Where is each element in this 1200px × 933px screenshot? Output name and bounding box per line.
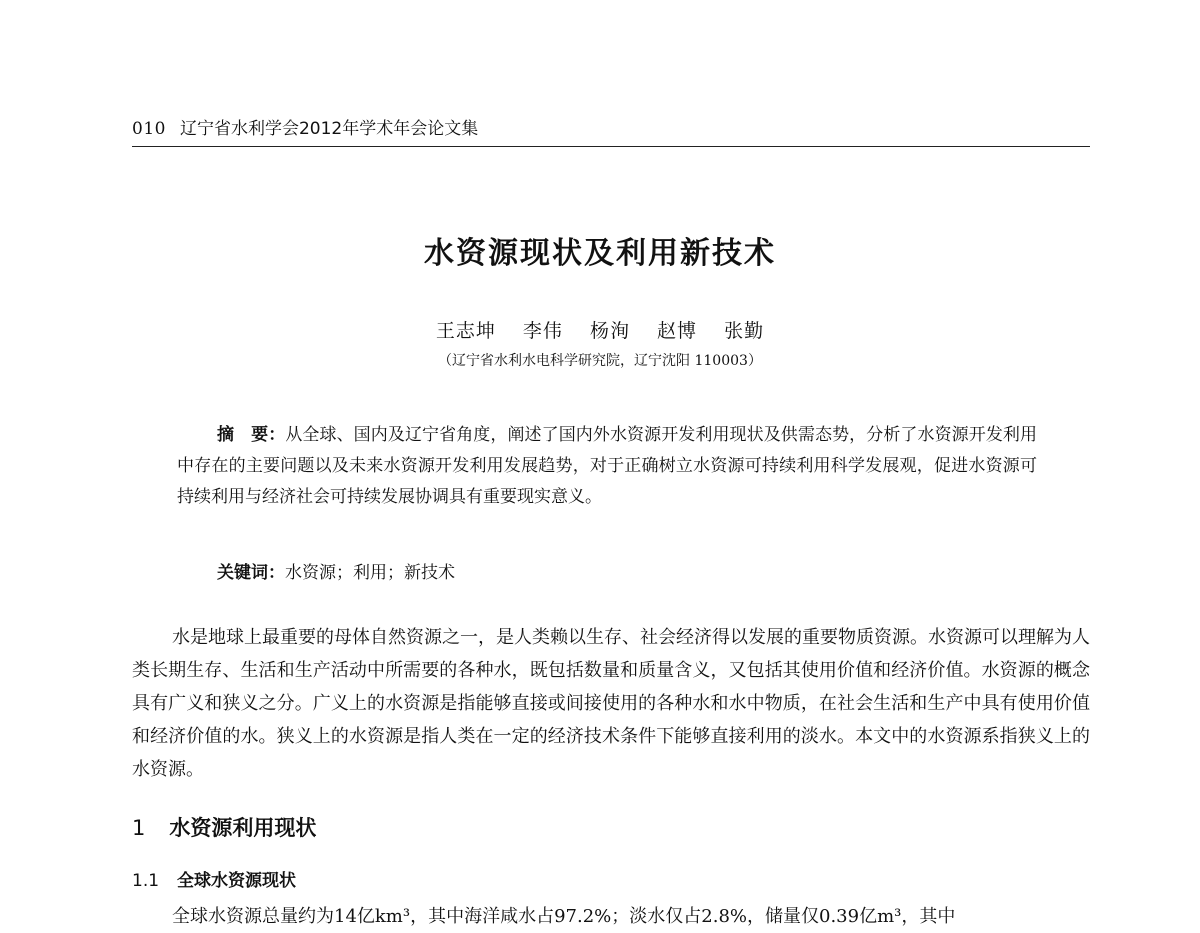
abstract-label: 摘 要： (217, 425, 286, 445)
author-name: 赵博 (657, 320, 698, 342)
affiliation: （辽宁省水利水电科学研究院，辽宁沈阳 110003） (438, 353, 762, 369)
keywords (217, 558, 1017, 589)
section-title: 水资源利用现状 (169, 816, 317, 840)
collection-title: 辽宁省水利学会2012年学术年会论文集 (179, 119, 479, 139)
running-header (132, 112, 1090, 147)
intro-paragraph: 水是地球上最重要的母体自然资源之一，是人类赖以生存、社会经济得以发展的重要物质资源。水资源可以理解为人类长期生存、生活和生产活动中所需要的各种水，既包括数量和质量含义，又包括其使用价值和经济价值。水资源的概念具有广义和狭义之分。广义上的水资源是指能够直接或间接使用的各种水和水中物质，在社会生活和生产中具有使用价值和经济价值的水。狭义上的水资源是指人类在一定的经济技术条件下能够直接利用的淡水。本文中的水资源系指狭义上的水资源。 (132, 627, 1090, 780)
subsection-number: 1.1 (132, 871, 160, 891)
author-name: 张勤 (724, 320, 765, 342)
abstract (177, 420, 1037, 513)
body-text-partial-line: 全球水资源总量约为14亿km³，其中海洋咸水占97.2%；淡水仅占2.8%，储量仅0.39亿m³，其中 (172, 906, 956, 927)
author-name: 李伟 (522, 320, 563, 342)
section-heading (132, 812, 316, 842)
abstract-text: 从全球、国内及辽宁省角度，阐述了国内外水资源开发利用现状及供需态势，分析了水资源开发利用中存在的主要问题以及未来水资源开发利用发展趋势，对于正确树立水资源可持续利用科学发展观，促进水资源可持续利用与经济社会可持续发展协调具有重要现实意义。 (177, 425, 1038, 507)
keywords-label: 关键词： (217, 563, 285, 583)
keywords-text: 水资源；利用；新技术 (285, 563, 455, 583)
page-number: 010 (132, 119, 166, 139)
author-name: 杨洵 (589, 320, 630, 342)
author-list (0, 316, 1200, 343)
paper-title: 水资源现状及利用新技术 (424, 236, 776, 271)
subsection-title: 全球水资源现状 (177, 871, 297, 891)
subsection-heading (132, 866, 296, 891)
section-number: 1 (132, 816, 146, 840)
author-name: 王志坤 (435, 320, 496, 342)
